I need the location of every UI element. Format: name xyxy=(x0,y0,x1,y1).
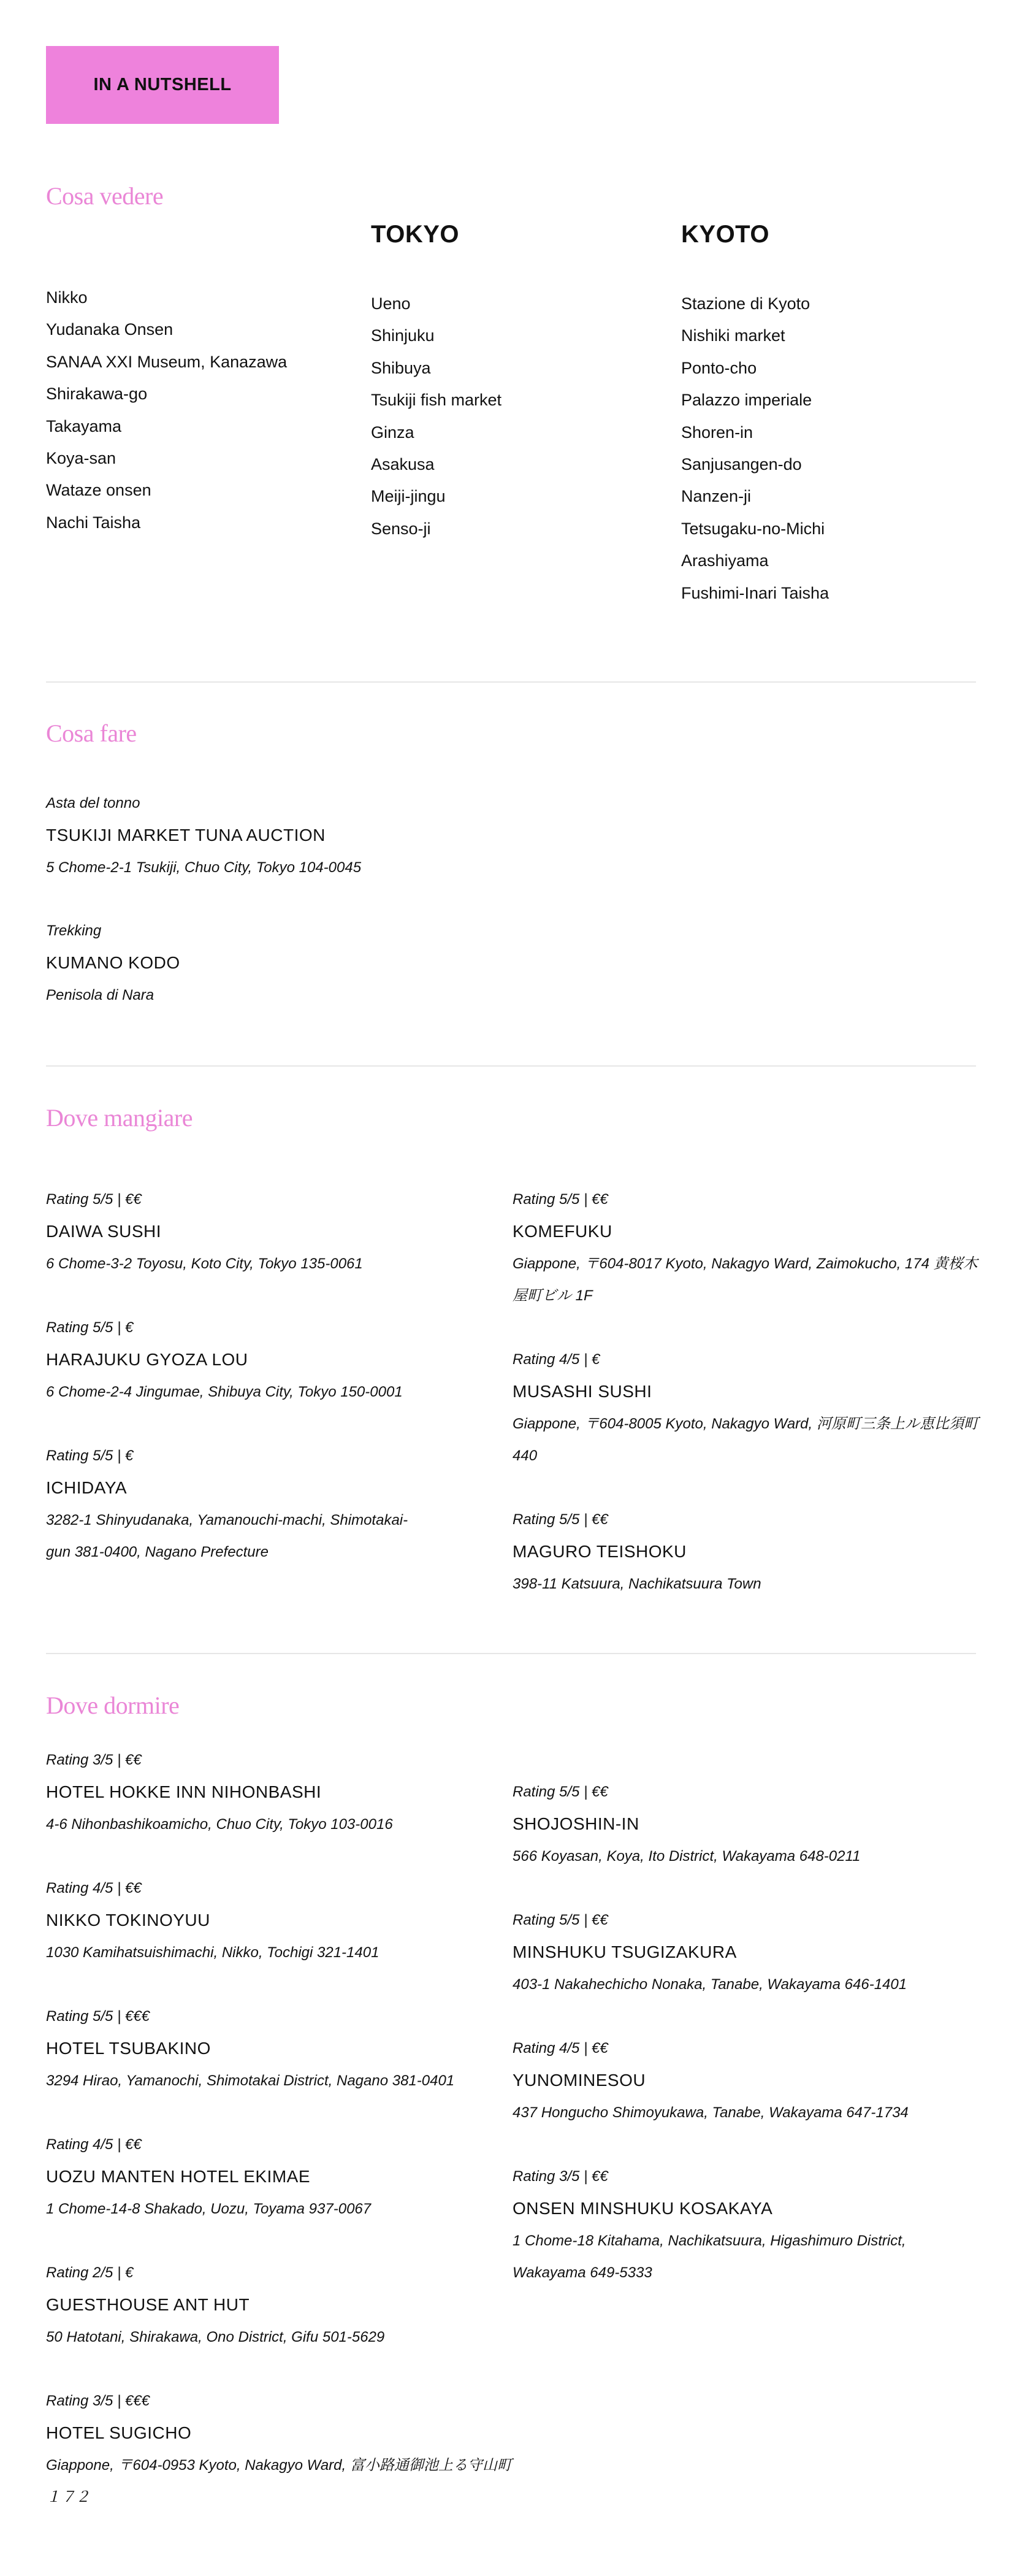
restaurant-address: Giappone, 〒604-8017 Kyoto, Nakagyo Ward, Zaimokucho, 174 黄桜木屋町ビル 1F xyxy=(513,1255,978,1305)
hotel-entry xyxy=(46,1744,512,1841)
hotel-address: 566 Koyasan, Koya, Ito District, Wakayama 648-0211 xyxy=(513,1847,861,1865)
hotel-name: ONSEN MINSHUKU KOSAKAYA xyxy=(513,2199,773,2218)
section-divider xyxy=(46,1653,976,1654)
restaurant-entry xyxy=(513,1504,978,1600)
rating-text: Rating 5/5 | €€ xyxy=(513,1912,608,1928)
hotel-entry xyxy=(513,1776,978,1873)
rating-text: Rating 2/5 | € xyxy=(46,2264,134,2281)
badge-label: IN A NUTSHELL xyxy=(93,75,232,94)
list-item: Sanjusangen-do xyxy=(681,454,802,473)
hotel-name: GUESTHOUSE ANT HUT xyxy=(46,2295,250,2315)
kyoto-places-list xyxy=(681,288,829,609)
tokyo-heading: TOKYO xyxy=(371,221,460,248)
hotel-entry xyxy=(513,2033,978,2129)
kyoto-heading: KYOTO xyxy=(681,221,770,248)
activity-category: Trekking xyxy=(46,922,102,939)
rating-text: Rating 4/5 | € xyxy=(513,1351,600,1368)
hotel-address: 1 Chome-18 Kitahama, Nachikatsuura, Higashimuro District, Wakayama 649-5333 xyxy=(513,2232,906,2282)
list-item: Tetsugaku-no-Michi xyxy=(681,519,825,538)
restaurant-entry xyxy=(46,1440,414,1569)
hotel-name: MINSHUKU TSUGIZAKURA xyxy=(513,1942,737,1962)
hotel-address: 1030 Kamihatsuishimachi, Nikko, Tochigi 321-1401 xyxy=(46,1944,379,1961)
in-a-nutshell-badge xyxy=(46,46,279,124)
restaurant-entry xyxy=(513,1344,978,1473)
general-places-list xyxy=(46,282,287,539)
restaurant-name: KOMEFUKU xyxy=(513,1222,612,1241)
hotel-name: SHOJOSHIN-IN xyxy=(513,1814,639,1834)
restaurant-address: 398-11 Katsuura, Nachikatsuura Town xyxy=(513,1575,761,1592)
hotel-address: 437 Honguchо Shimoyukawa, Tanabe, Wakayama 647-1734 xyxy=(513,2104,909,2121)
rating-text: Rating 5/5 | €€ xyxy=(513,1511,608,1528)
rating-text: Rating 3/5 | €€€ xyxy=(46,2393,150,2409)
activity-name: KUMANO KODO xyxy=(46,953,180,973)
hotel-name: HOTEL SUGICHO xyxy=(46,2423,192,2443)
section-title-dove-dormire: Dove dormire xyxy=(46,1692,180,1719)
hotel-name: UOZU MANTEN HOTEL EKIMAE xyxy=(46,2167,311,2187)
restaurant-address: 6 Chome-2-4 Jingumae, Shibuya City, Tokyo 150-0001 xyxy=(46,1383,403,1400)
list-item: Arashiyama xyxy=(681,551,769,570)
list-item: Takayama xyxy=(46,416,122,435)
list-item: Yudanaka Onsen xyxy=(46,320,174,339)
list-item: Meiji-jingu xyxy=(371,487,446,506)
activity-address: Penisola di Nara xyxy=(46,986,154,1003)
hotel-address: 4-6 Nihonbashikoamicho, Chuo City, Tokyo 103-0016 xyxy=(46,1815,393,1833)
list-item: Shirakawa-go xyxy=(46,385,148,404)
rating-text: Rating 5/5 | €€€ xyxy=(46,2008,150,2025)
list-item: Palazzo imperiale xyxy=(681,391,812,410)
hotel-address: 3294 Hirao, Yamanochi, Shimotakai District, Nagano 381-0401 xyxy=(46,2072,455,2089)
hotel-address: 50 Hatotani, Shirakawa, Ono District, Gifu 501-5629 xyxy=(46,2328,385,2345)
hotel-entry xyxy=(513,1904,978,2001)
rating-text: Rating 5/5 | € xyxy=(46,1447,134,1464)
hotel-address: 403-1 Nakahechicho Nonaka, Tanabe, Wakayama 646-1401 xyxy=(513,1976,907,1993)
restaurant-name: MUSASHI SUSHI xyxy=(513,1382,652,1401)
section-title-cosa-fare: Cosa fare xyxy=(46,719,137,747)
restaurant-address: 3282-1 Shinyudanaka, Yamanouchi-machi, Shimotakai-gun 381-0400, Nagano Prefecture xyxy=(46,1511,408,1561)
hotel-name: NIKKO TOKINOYUU xyxy=(46,1911,210,1930)
restaurant-name: DAIWA SUSHI xyxy=(46,1222,162,1241)
hotel-entry xyxy=(46,2257,512,2353)
list-item: SANAA XXI Museum, Kanazawa xyxy=(46,352,288,371)
section-title-dove-mangiare: Dove mangiare xyxy=(46,1104,193,1132)
restaurant-entry xyxy=(46,1312,512,1408)
activity-entry xyxy=(46,788,512,884)
section-divider xyxy=(46,681,976,683)
list-item: Koya-san xyxy=(46,448,116,467)
restaurant-name: MAGURO TEISHOKU xyxy=(513,1542,687,1562)
list-item: Ginza xyxy=(371,423,414,442)
hotel-entry xyxy=(46,2001,512,2097)
rating-text: Rating 5/5 | €€ xyxy=(513,1784,608,1800)
list-item: Nachi Taisha xyxy=(46,513,141,532)
list-item: Fushimi-Inari Taisha xyxy=(681,583,829,602)
rating-text: Rating 5/5 | €€ xyxy=(46,1191,142,1208)
rating-text: Rating 4/5 | €€ xyxy=(46,2136,142,2153)
rating-text: Rating 4/5 | €€ xyxy=(513,2040,608,2057)
list-item: Wataze onsen xyxy=(46,481,151,500)
list-item: Senso-ji xyxy=(371,519,431,538)
section-divider xyxy=(46,1065,976,1067)
restaurant-address: 6 Chome-3-2 Toyosu, Koto City, Tokyo 135-0061 xyxy=(46,1255,363,1272)
restaurant-entry xyxy=(513,1184,978,1313)
list-item: Nikko xyxy=(46,288,88,307)
hotel-entry xyxy=(46,2385,512,2514)
restaurant-name: HARAJUKU GYOZA LOU xyxy=(46,1350,248,1370)
hotel-entry xyxy=(46,1873,512,1969)
hotel-address: 1 Chome-14-8 Shakado, Uozu, Toyama 937-0067 xyxy=(46,2200,372,2217)
list-item: Nishiki market xyxy=(681,326,785,345)
list-item: Shibuya xyxy=(371,358,431,377)
activity-address: 5 Chome-2-1 Tsukiji, Chuo City, Tokyo 104-0045 xyxy=(46,859,362,876)
hotel-name: YUNOMINESOU xyxy=(513,2071,646,2090)
hotel-address: Giappone, 〒604-0953 Kyoto, Nakagyo Ward, 富小路通御池上る守山町１７２ xyxy=(46,2456,512,2506)
restaurant-address: Giappone, 〒604-8005 Kyoto, Nakagyo Ward, 河原町三条上ル恵比須町440 xyxy=(513,1415,978,1465)
activity-category: Asta del tonno xyxy=(46,795,140,811)
restaurant-name: ICHIDAYA xyxy=(46,1478,128,1498)
list-item: Stazione di Kyoto xyxy=(681,294,810,313)
list-item: Asakusa xyxy=(371,454,435,473)
activity-entry xyxy=(46,915,512,1011)
list-item: Shoren-in xyxy=(681,423,753,442)
list-item: Tsukiji fish market xyxy=(371,391,502,410)
hotel-entry xyxy=(46,2129,512,2225)
rating-text: Rating 5/5 | €€ xyxy=(513,1191,608,1208)
list-item: Ueno xyxy=(371,294,411,313)
activity-name: TSUKIJI MARKET TUNA AUCTION xyxy=(46,826,326,845)
restaurant-entry xyxy=(46,1184,512,1280)
hotel-name: HOTEL TSUBAKINO xyxy=(46,2039,211,2058)
rating-text: Rating 5/5 | € xyxy=(46,1319,134,1336)
rating-text: Rating 3/5 | €€ xyxy=(46,1752,142,1768)
list-item: Nanzen-ji xyxy=(681,487,752,506)
list-item: Shinjuku xyxy=(371,326,435,345)
hotel-entry xyxy=(513,2161,954,2290)
rating-text: Rating 4/5 | €€ xyxy=(46,1880,142,1896)
section-title-cosa-vedere: Cosa vedere xyxy=(46,182,164,210)
list-item: Ponto-cho xyxy=(681,358,757,377)
tokyo-places-list xyxy=(371,288,501,545)
rating-text: Rating 3/5 | €€ xyxy=(513,2168,608,2185)
hotel-name: HOTEL HOKKE INN NIHONBASHI xyxy=(46,1782,322,1802)
